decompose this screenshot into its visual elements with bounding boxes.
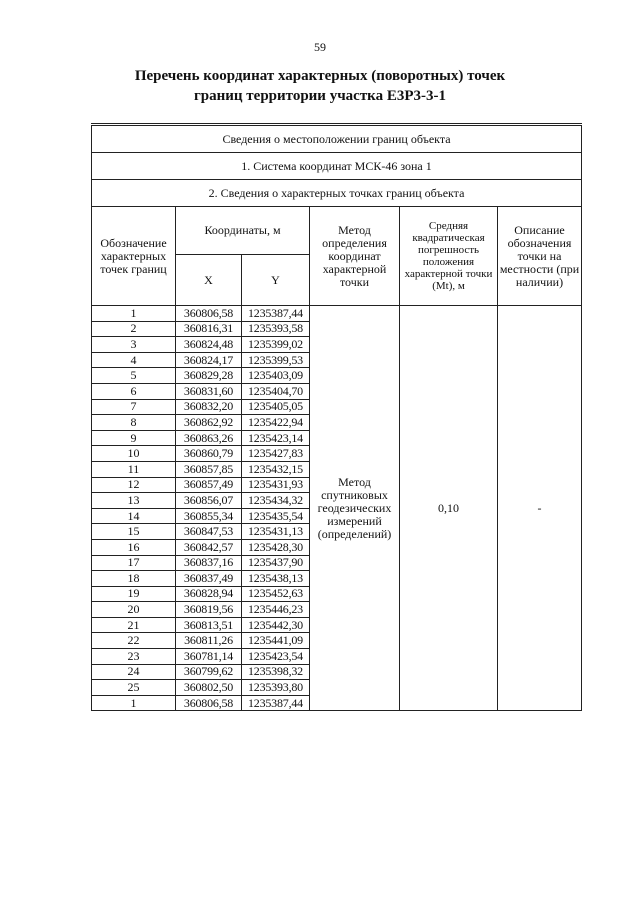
point-number: 9 [92, 430, 176, 446]
column-header-description: Описание обозначения точки на местности (при наличии) [498, 207, 582, 306]
column-header-designation: Обозначение характерных точек границ [92, 207, 176, 306]
description-value: - [498, 306, 582, 711]
coordinate-x: 360856,07 [176, 493, 242, 509]
coordinate-x: 360802,50 [176, 680, 242, 696]
coordinate-y: 1235423,54 [242, 649, 310, 665]
coordinate-x: 360863,26 [176, 430, 242, 446]
point-number: 25 [92, 680, 176, 696]
point-number: 5 [92, 368, 176, 384]
coordinate-y: 1235428,30 [242, 539, 310, 555]
point-number: 4 [92, 352, 176, 368]
point-number: 3 [92, 337, 176, 353]
coordinate-x: 360781,14 [176, 649, 242, 665]
point-number: 2 [92, 321, 176, 337]
coordinate-y: 1235399,53 [242, 352, 310, 368]
column-header-y: Y [242, 255, 310, 306]
coordinate-x: 360857,49 [176, 477, 242, 493]
point-number: 14 [92, 508, 176, 524]
point-number: 20 [92, 602, 176, 618]
coordinate-x: 360811,26 [176, 633, 242, 649]
coordinate-x: 360831,60 [176, 383, 242, 399]
column-header-method: Метод определения координат характерной точки [310, 207, 400, 306]
coordinate-y: 1235423,14 [242, 430, 310, 446]
points-section-header: 2. Сведения о характерных точках границ объекта [92, 180, 582, 207]
section-header: Сведения о местоположении границ объекта [92, 125, 582, 153]
coordinate-y: 1235442,30 [242, 617, 310, 633]
coordinate-y: 1235393,58 [242, 321, 310, 337]
point-number: 8 [92, 415, 176, 431]
point-number: 24 [92, 664, 176, 680]
point-number: 11 [92, 461, 176, 477]
coordinate-y: 1235452,63 [242, 586, 310, 602]
coordinate-x: 360799,62 [176, 664, 242, 680]
point-number: 13 [92, 493, 176, 509]
point-number: 18 [92, 571, 176, 587]
coordinate-x: 360824,48 [176, 337, 242, 353]
point-number: 15 [92, 524, 176, 540]
coordinate-x: 360816,31 [176, 321, 242, 337]
coordinate-y: 1235427,83 [242, 446, 310, 462]
point-number: 17 [92, 555, 176, 571]
column-header-error: Средняя квадратическая погрешность положения характерной точки (Mt), м [400, 207, 498, 306]
coordinate-y: 1235422,94 [242, 415, 310, 431]
point-number: 21 [92, 617, 176, 633]
column-header-coordinates: Координаты, м [176, 207, 310, 255]
coordinate-x: 360837,16 [176, 555, 242, 571]
coordinate-y: 1235441,09 [242, 633, 310, 649]
coordinate-x: 360829,28 [176, 368, 242, 384]
point-number: 1 [92, 306, 176, 322]
coordinate-y: 1235432,15 [242, 461, 310, 477]
coordinate-y: 1235404,70 [242, 383, 310, 399]
column-header-x: X [176, 255, 242, 306]
coordinate-x: 360806,58 [176, 695, 242, 711]
title-line-1: Перечень координат характерных (поворотных) точек [134, 68, 506, 84]
coordinates-table [91, 123, 582, 711]
coordinate-x: 360860,79 [176, 446, 242, 462]
coordinate-y: 1235405,05 [242, 399, 310, 415]
table-row [92, 306, 582, 322]
point-number: 19 [92, 586, 176, 602]
coordinate-x: 360828,94 [176, 586, 242, 602]
coordinate-x: 360819,56 [176, 602, 242, 618]
point-number: 22 [92, 633, 176, 649]
coordinate-x: 360862,92 [176, 415, 242, 431]
coordinate-y: 1235435,54 [242, 508, 310, 524]
point-number: 16 [92, 539, 176, 555]
coordinate-y: 1235393,80 [242, 680, 310, 696]
error-value: 0,10 [400, 306, 498, 711]
coordinate-x: 360832,20 [176, 399, 242, 415]
coordinate-y: 1235398,32 [242, 664, 310, 680]
coordinate-y: 1235403,09 [242, 368, 310, 384]
point-number: 12 [92, 477, 176, 493]
coordinate-y: 1235387,44 [242, 306, 310, 322]
coordinate-x: 360847,53 [176, 524, 242, 540]
point-number: 1 [92, 695, 176, 711]
coordinate-x: 360855,34 [176, 508, 242, 524]
coordinate-y: 1235437,90 [242, 555, 310, 571]
point-number: 6 [92, 383, 176, 399]
coordinate-y: 1235431,93 [242, 477, 310, 493]
coordinate-x: 360824,17 [176, 352, 242, 368]
coordinate-x: 360806,58 [176, 306, 242, 322]
coordinate-x: 360837,49 [176, 571, 242, 587]
coordinate-y: 1235431,13 [242, 524, 310, 540]
point-number: 23 [92, 649, 176, 665]
coordinate-y: 1235434,32 [242, 493, 310, 509]
point-number: 7 [92, 399, 176, 415]
coordinate-x: 360813,51 [176, 617, 242, 633]
coordinate-x: 360857,85 [176, 461, 242, 477]
coordinate-y: 1235387,44 [242, 695, 310, 711]
coordinate-system: 1. Система координат МСК-46 зона 1 [92, 153, 582, 180]
coordinate-y: 1235399,02 [242, 337, 310, 353]
point-number: 10 [92, 446, 176, 462]
method-value: Метод спутниковых геодезических измерений (определений) [310, 306, 400, 711]
title-line-2: границ территории участка Е3Р3-3-1 [193, 88, 447, 104]
coordinate-y: 1235446,23 [242, 602, 310, 618]
coordinate-x: 360842,57 [176, 539, 242, 555]
document-title [0, 66, 640, 106]
coordinate-y: 1235438,13 [242, 571, 310, 587]
page-number: 59 [314, 40, 326, 54]
